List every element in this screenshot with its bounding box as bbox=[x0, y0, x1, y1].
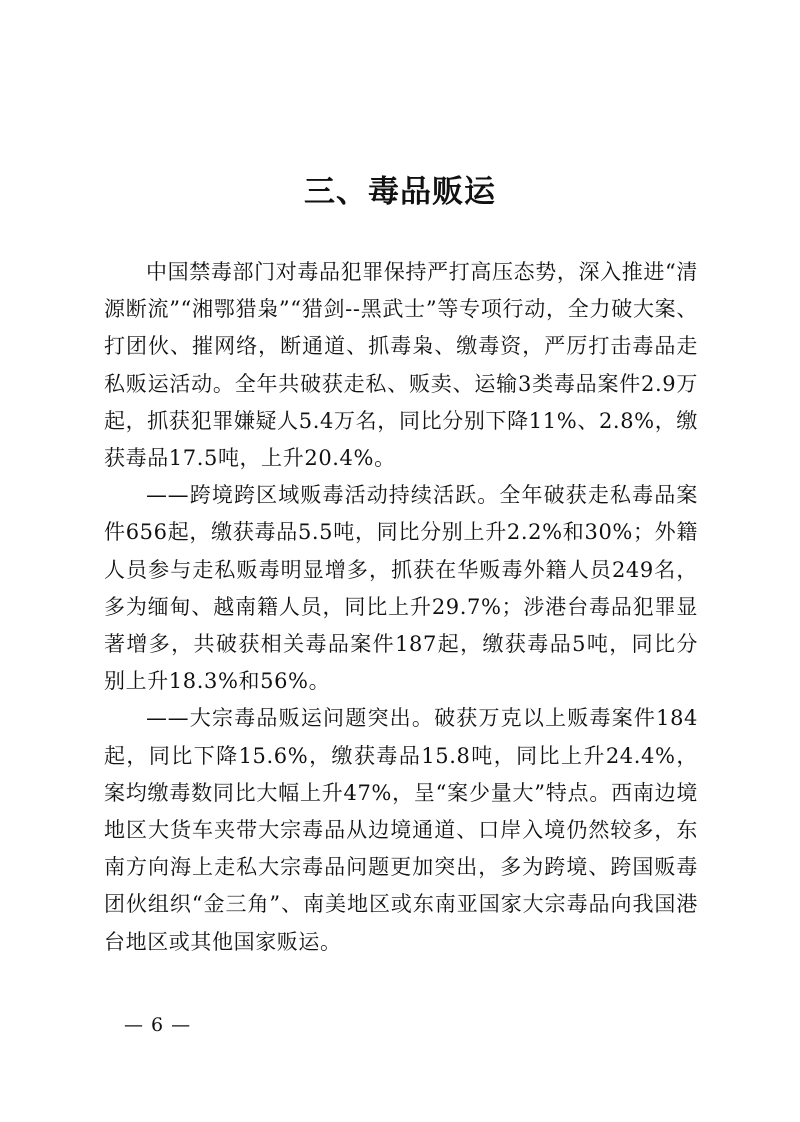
section-title: 三、毒品贩运 bbox=[304, 174, 496, 210]
paragraph-bulk-trafficking-text: 破获万克以上贩毒案件184起，同比下降15.6%，缴获毒品15.8吨，同比上升24.4%，案均缴毒数同比大幅上升47%，呈“案少量大”特点。西南边境地区大货车夹带大宗毒品从边境通道、口岸入境仍然较多，东南方向海上走私大宗毒品问题更加突出，多为跨境、跨国贩毒团伙组织“金三角”、南美地区或东南亚国家大宗毒品向我国港台地区或其他国家贩运。 bbox=[104, 706, 698, 954]
paragraph-bulk-trafficking-lead: ——大宗毒品贩运问题突出。 bbox=[146, 706, 435, 731]
paragraph-bulk-trafficking bbox=[104, 700, 698, 960]
paragraph-cross-border bbox=[104, 477, 698, 700]
body-text bbox=[104, 254, 698, 961]
page-number: — 6 — bbox=[124, 1014, 192, 1036]
paragraph-overview-text: 中国禁毒部门对毒品犯罪保持严打高压态势，深入推进“清源断流”“湘鄂猎枭”“猎剑--黑武士”等专项行动，全力破大案、打团伙、摧网络，断通道、抓毒枭、缴毒资，严厉打击毒品走私贩运活动。全年共破获走私、贩卖、运输3类毒品案件2.9万起，抓获犯罪嫌疑人5.4万名，同比分别下降11%、2.8%，缴获毒品17.5吨，上升20.4%。 bbox=[104, 260, 698, 471]
paragraph-overview bbox=[104, 254, 698, 477]
paragraph-cross-border-lead: ——跨境跨区域贩毒活动持续活跃。 bbox=[146, 483, 500, 508]
paragraph-cross-border-text: 全年破获走私毒品案件656起，缴获毒品5.5吨，同比分别上升2.2%和30%；外籍人员参与走私贩毒明显增多，抓获在华贩毒外籍人员249名，多为缅甸、越南籍人员，同比上升29.7%；涉港台毒品犯罪显著增多，共破获相关毒品案件187起，缴获毒品5吨，同比分别上升18.3%和56%。 bbox=[104, 483, 698, 694]
